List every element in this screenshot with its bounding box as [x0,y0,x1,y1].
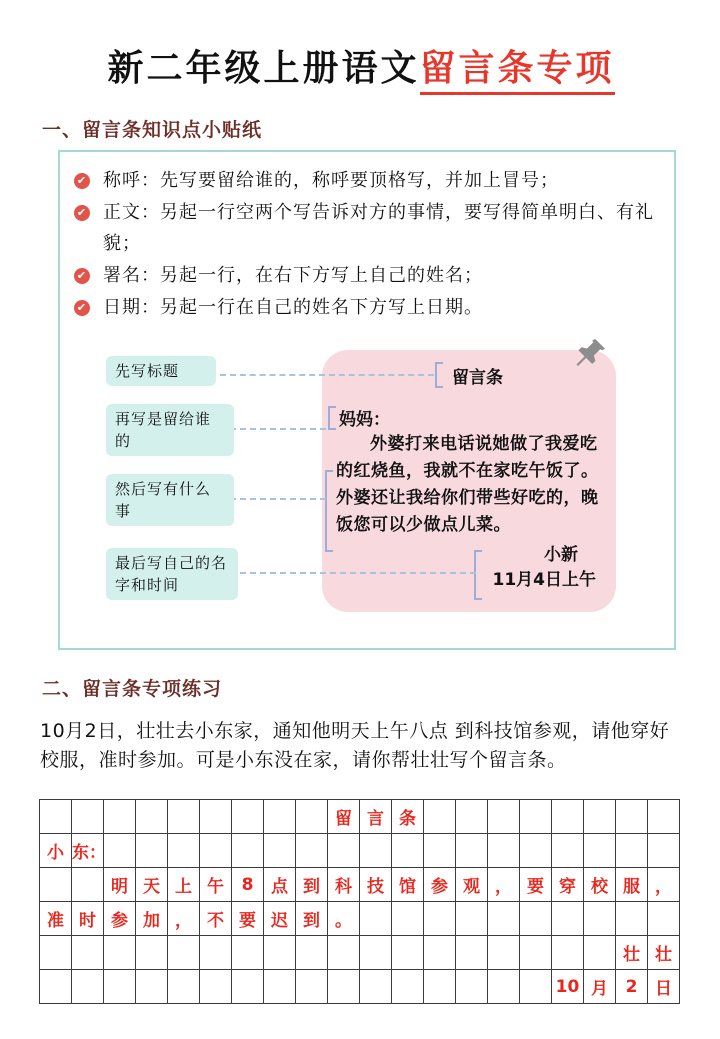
connector-line [230,498,326,500]
grid-cell [232,800,264,834]
exercise-prompt: 10月2日，壮壮去小东家，通知他明天上午八点 到科技馆参观，请他穿好校服，准时参加。可是小东没在家，请你帮壮壮写个留言条。 [40,720,670,771]
connector-line [220,374,434,376]
grid-cell [200,834,232,868]
grid-cell [264,936,296,970]
grid-cell [264,970,296,1004]
diagram-label-content: 然后写有什么事 [106,474,234,526]
grid-cell [200,970,232,1004]
grid-cell: 点 [264,868,296,902]
grid-cell [264,834,296,868]
grid-cell [488,902,520,936]
grid-cell [232,936,264,970]
grid-cell [168,834,200,868]
grid-cell [520,936,552,970]
grid-cell [200,936,232,970]
grid-cell [104,936,136,970]
grid-cell [360,902,392,936]
connector-line [230,572,476,574]
grid-cell [520,970,552,1004]
grid-cell [168,800,200,834]
grid-cell [40,970,72,1004]
grid-cell [552,834,584,868]
grid-cell: 到 [296,902,328,936]
grid-cell [296,800,328,834]
grid-cell [488,834,520,868]
grid-cell [296,970,328,1004]
grid-cell [392,902,424,936]
grid-cell: 上 [168,868,200,902]
grid-cell: ， [648,868,680,902]
grid-cell [520,800,552,834]
grid-cell [328,834,360,868]
grid-cell [520,834,552,868]
bracket-mark [325,470,333,552]
grid-cell [616,902,648,936]
grid-cell [616,800,648,834]
grid-cell [40,868,72,902]
grid-cell: 要 [232,902,264,936]
grid-cell [424,902,456,936]
grid-cell: 科 [328,868,360,902]
grid-cell [552,800,584,834]
grid-cell [296,936,328,970]
grid-cell [232,834,264,868]
bracket-mark [474,550,482,600]
grid-cell: 要 [520,868,552,902]
grid-cell [104,800,136,834]
grid-cell [584,834,616,868]
grid-cell [616,834,648,868]
bullet-text: 日期：另起一行在自己的姓名下方写上日期。 [103,297,483,318]
check-icon: ✔ [74,300,90,316]
grid-cell: 壮 [648,936,680,970]
grid-cell [648,800,680,834]
note-salutation: 妈妈： [339,410,390,430]
grid-cell: 穿 [552,868,584,902]
grid-cell: 服 [616,868,648,902]
grid-cell: 8 [232,868,264,902]
grid-cell: 午 [200,868,232,902]
diagram-label-recipient: 再写是留给谁的 [106,404,234,456]
grid-cell [520,902,552,936]
grid-cell [456,834,488,868]
grid-cell [424,936,456,970]
grid-cell: 技 [360,868,392,902]
grid-cell [584,902,616,936]
grid-cell [264,800,296,834]
grid-cell [360,834,392,868]
knowledge-box [58,150,676,650]
grid-cell: 校 [584,868,616,902]
grid-cell [392,936,424,970]
grid-row [40,834,680,868]
grid-cell [72,970,104,1004]
grid-cell [168,936,200,970]
grid-cell [40,936,72,970]
grid-row [40,970,680,1004]
grid-cell: 日 [648,970,680,1004]
bracket-mark [328,406,336,430]
grid-cell [456,936,488,970]
pushpin-icon [572,336,608,372]
grid-cell: 10 [552,970,584,1004]
note-body: 外婆打来电话说她做了我爱吃的红烧鱼，我就不在家吃午饭了。外婆还让我给你们带些好吃的，晚饭您可以少做点儿菜。 [336,434,599,535]
grid-cell [136,970,168,1004]
note-date: 11月4日上午 [492,570,596,590]
grid-cell: 。 [328,902,360,936]
grid-cell: 壮 [616,936,648,970]
grid-cell: 馆 [392,868,424,902]
bullet-item [74,292,660,323]
grid-cell: 参 [424,868,456,902]
grid-cell [136,834,168,868]
grid-cell [136,936,168,970]
grid-cell: 不 [200,902,232,936]
grid-cell: 条 [392,800,424,834]
grid-cell [488,936,520,970]
grid-cell: 迟 [264,902,296,936]
grid-cell: 明 [104,868,136,902]
grid-cell [104,970,136,1004]
note-title: 留言条 [452,367,503,388]
grid-cell [104,834,136,868]
note-salutation-row [328,405,602,430]
grid-cell: 东： [72,834,104,868]
grid-cell [584,800,616,834]
bullet-text: 称呼：先写要留给谁的，称呼要顶格写，并加上冒号； [103,170,559,191]
grid-cell [40,800,72,834]
grid-cell [72,868,104,902]
grid-row [40,902,680,936]
grid-cell [424,970,456,1004]
grid-cell [488,800,520,834]
page-title [40,40,682,91]
diagram-label-signature: 最后写自己的名字和时间 [106,548,238,600]
grid-cell [488,970,520,1004]
grid-cell: 参 [104,902,136,936]
section2-heading: 二、留言条专项练习 [42,678,223,700]
grid-cell [360,936,392,970]
check-icon: ✔ [74,268,90,284]
grid-cell: 留 [328,800,360,834]
grid-cell [456,902,488,936]
note-diagram [74,348,660,630]
grid-cell: ， [488,868,520,902]
note-signature: 小新 [544,545,578,565]
grid-cell [392,970,424,1004]
grid-row [40,800,680,834]
grid-cell [392,834,424,868]
grid-cell [136,800,168,834]
bullet-text: 署名：另起一行，在右下方写上自己的姓名； [103,265,483,286]
page-title-black: 新二年级上册语文 [107,48,420,89]
bullet-text: 正文：另起一行空两个写告诉对方的事情，要写得简单明白、有礼貌； [103,202,654,254]
section1-heading: 一、留言条知识点小贴纸 [42,119,263,141]
grid-cell: 言 [360,800,392,834]
grid-row [40,936,680,970]
grid-cell: 天 [136,868,168,902]
grid-cell: 加 [136,902,168,936]
grid-cell: 准 [40,902,72,936]
diagram-label-title: 先写标题 [106,356,216,386]
grid-cell [296,834,328,868]
bracket-mark [435,362,443,388]
check-icon: ✔ [74,173,90,189]
grid-cell: 小 [40,834,72,868]
grid-cell: 时 [72,902,104,936]
page-title-red: 留言条专项 [420,48,615,95]
connector-line [230,428,326,430]
grid-cell [648,834,680,868]
grid-cell: 观 [456,868,488,902]
grid-cell [424,800,456,834]
answer-grid [39,799,680,1004]
grid-cell [168,970,200,1004]
grid-cell [424,834,456,868]
bullet-item [74,260,660,291]
grid-cell [328,936,360,970]
grid-cell [552,936,584,970]
grid-cell [72,800,104,834]
grid-cell [328,970,360,1004]
grid-cell [360,970,392,1004]
bullet-item [74,165,660,196]
bullet-list [68,162,666,326]
grid-cell [200,800,232,834]
grid-cell [648,902,680,936]
grid-cell [552,902,584,936]
check-icon: ✔ [74,205,90,221]
grid-cell [232,970,264,1004]
grid-cell [456,800,488,834]
grid-row [40,868,680,902]
grid-cell [456,970,488,1004]
grid-cell: 到 [296,868,328,902]
bullet-item [74,197,660,259]
grid-cell: 2 [616,970,648,1004]
grid-cell: 月 [584,970,616,1004]
grid-cell [584,936,616,970]
grid-cell [72,936,104,970]
grid-cell: ， [168,902,200,936]
